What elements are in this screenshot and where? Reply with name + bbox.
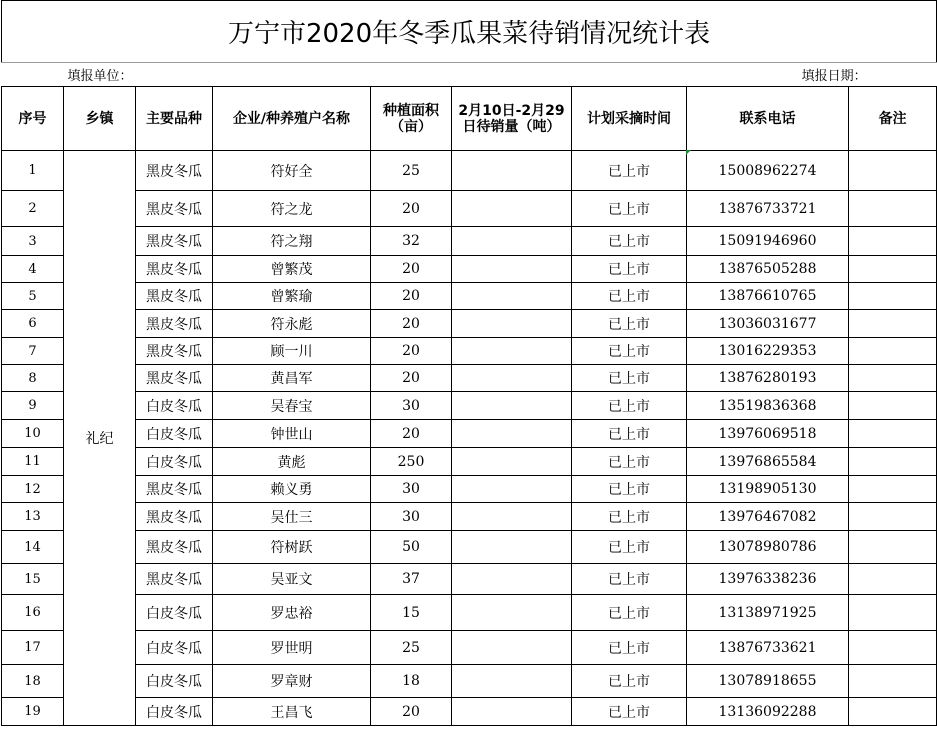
cell-harvest[interactable]: 已上市 <box>572 310 687 338</box>
cell-harvest[interactable]: 已上市 <box>572 256 687 283</box>
cell-seq[interactable]: 10 <box>2 420 64 448</box>
cell-variety[interactable]: 白皮冬瓜 <box>136 698 213 726</box>
cell-town[interactable]: 礼纪 <box>64 151 136 726</box>
cell-phone[interactable]: 13198905130 <box>687 476 849 503</box>
cell-variety[interactable]: 白皮冬瓜 <box>136 631 213 665</box>
cell-harvest[interactable]: 已上市 <box>572 227 687 256</box>
cell-variety[interactable]: 白皮冬瓜 <box>136 665 213 698</box>
table-row <box>2 503 937 531</box>
table-row <box>2 283 937 310</box>
cell-grower[interactable]: 吴仕三 <box>213 503 371 531</box>
cell-seq[interactable]: 7 <box>2 338 64 365</box>
header-phone[interactable]: 联系电话 <box>687 87 849 151</box>
cell-area[interactable]: 20 <box>371 365 452 392</box>
cell-pending[interactable] <box>452 392 572 420</box>
cell-grower[interactable]: 吴春宝 <box>213 392 371 420</box>
header-area[interactable]: 种植面积（亩） <box>371 87 452 151</box>
reporting-date-label[interactable]: 填报日期： <box>452 63 937 87</box>
cell-grower[interactable]: 顾一川 <box>213 338 371 365</box>
cell-phone[interactable]: 13078980786 <box>687 531 849 564</box>
cell-phone[interactable]: 13078918655 <box>687 665 849 698</box>
cell-harvest[interactable]: 已上市 <box>572 698 687 726</box>
table-row <box>2 227 937 256</box>
cell-phone[interactable]: 13876733721 <box>687 191 849 227</box>
cell-area[interactable]: 32 <box>371 227 452 256</box>
cell-harvest[interactable]: 已上市 <box>572 631 687 665</box>
cell-harvest[interactable]: 已上市 <box>572 448 687 476</box>
cell-phone[interactable]: 13976467082 <box>687 503 849 531</box>
cell-harvest[interactable]: 已上市 <box>572 392 687 420</box>
cell-grower[interactable]: 符之龙 <box>213 191 371 227</box>
cell-phone[interactable]: 13976338236 <box>687 564 849 595</box>
cell-grower[interactable]: 吴亚文 <box>213 564 371 595</box>
cell-remark[interactable] <box>849 631 937 665</box>
table-row <box>2 595 937 631</box>
cell-remark[interactable] <box>849 283 937 310</box>
cell-seq[interactable]: 18 <box>2 665 64 698</box>
cell-remark[interactable] <box>849 151 937 191</box>
cell-remark[interactable] <box>849 595 937 631</box>
cell-grower[interactable]: 罗忠裕 <box>213 595 371 631</box>
cell-seq[interactable]: 17 <box>2 631 64 665</box>
table-row <box>2 392 937 420</box>
cell-remark[interactable] <box>849 338 937 365</box>
cell-area[interactable]: 20 <box>371 191 452 227</box>
cell-variety[interactable]: 黑皮冬瓜 <box>136 283 213 310</box>
cell-pending[interactable] <box>452 365 572 392</box>
cell-area[interactable]: 20 <box>371 256 452 283</box>
cell-pending[interactable] <box>452 338 572 365</box>
cell-area[interactable]: 30 <box>371 392 452 420</box>
table-row <box>2 698 937 726</box>
cell-seq[interactable]: 9 <box>2 392 64 420</box>
cell-seq[interactable]: 14 <box>2 531 64 564</box>
cell-phone[interactable]: 13976069518 <box>687 420 849 448</box>
cell-pending[interactable] <box>452 476 572 503</box>
cell-area[interactable]: 20 <box>371 283 452 310</box>
cell-area[interactable]: 25 <box>371 631 452 665</box>
cell-phone[interactable]: 13976865584 <box>687 448 849 476</box>
cell-remark[interactable] <box>849 256 937 283</box>
cell-comment-marker <box>686 150 691 155</box>
cell-phone[interactable]: 13138971925 <box>687 595 849 631</box>
table-row <box>2 665 937 698</box>
cell-seq[interactable]: 13 <box>2 503 64 531</box>
table-row <box>2 631 937 665</box>
table-row <box>2 564 937 595</box>
cell-remark[interactable] <box>849 420 937 448</box>
cell-grower[interactable]: 符之翔 <box>213 227 371 256</box>
cell-harvest[interactable]: 已上市 <box>572 420 687 448</box>
table-row <box>2 531 937 564</box>
cell-pending[interactable] <box>452 151 572 191</box>
cell-seq[interactable]: 1 <box>2 151 64 191</box>
cell-area[interactable]: 20 <box>371 310 452 338</box>
cell-harvest[interactable]: 已上市 <box>572 595 687 631</box>
cell-remark[interactable] <box>849 698 937 726</box>
cell-variety[interactable]: 黑皮冬瓜 <box>136 338 213 365</box>
cell-remark[interactable] <box>849 448 937 476</box>
cell-remark[interactable] <box>849 191 937 227</box>
table-row <box>2 420 937 448</box>
cell-seq[interactable]: 16 <box>2 595 64 631</box>
cell-phone[interactable]: 13036031677 <box>687 310 849 338</box>
cell-phone[interactable]: 13876733621 <box>687 631 849 665</box>
cell-seq[interactable]: 8 <box>2 365 64 392</box>
cell-variety[interactable]: 黑皮冬瓜 <box>136 151 213 191</box>
cell-pending[interactable] <box>452 283 572 310</box>
header-grower[interactable]: 企业/种养殖户名称 <box>213 87 371 151</box>
cell-variety[interactable]: 白皮冬瓜 <box>136 392 213 420</box>
cell-seq[interactable]: 2 <box>2 191 64 227</box>
cell-seq[interactable]: 19 <box>2 698 64 726</box>
cell-harvest[interactable]: 已上市 <box>572 338 687 365</box>
cell-area[interactable]: 250 <box>371 448 452 476</box>
table-row <box>2 476 937 503</box>
cell-area[interactable]: 20 <box>371 338 452 365</box>
header-town[interactable]: 乡镇 <box>64 87 136 151</box>
cell-pending[interactable] <box>452 698 572 726</box>
cell-grower[interactable]: 符永彪 <box>213 310 371 338</box>
statistics-table <box>1 0 937 726</box>
cell-area[interactable]: 30 <box>371 476 452 503</box>
sheet-title[interactable]: 万宁市2020年冬季瓜果菜待销情况统计表 <box>2 1 937 63</box>
cell-pending[interactable] <box>452 227 572 256</box>
cell-area[interactable]: 20 <box>371 420 452 448</box>
cell-harvest[interactable]: 已上市 <box>572 531 687 564</box>
cell-remark[interactable] <box>849 564 937 595</box>
cell-remark[interactable] <box>849 227 937 256</box>
cell-seq[interactable]: 11 <box>2 448 64 476</box>
cell-phone[interactable]: 13016229353 <box>687 338 849 365</box>
cell-pending[interactable] <box>452 564 572 595</box>
cell-phone[interactable]: 15091946960 <box>687 227 849 256</box>
cell-area[interactable]: 37 <box>371 564 452 595</box>
cell-remark[interactable] <box>849 665 937 698</box>
cell-grower[interactable]: 黄彪 <box>213 448 371 476</box>
cell-area[interactable]: 30 <box>371 503 452 531</box>
cell-phone[interactable]: 13136092288 <box>687 698 849 726</box>
table-row <box>2 256 937 283</box>
cell-area[interactable]: 50 <box>371 531 452 564</box>
cell-remark[interactable] <box>849 531 937 564</box>
cell-variety[interactable]: 黑皮冬瓜 <box>136 310 213 338</box>
header-remark[interactable]: 备注 <box>849 87 937 151</box>
cell-variety[interactable]: 黑皮冬瓜 <box>136 365 213 392</box>
cell-seq[interactable]: 12 <box>2 476 64 503</box>
cell-variety[interactable]: 黑皮冬瓜 <box>136 191 213 227</box>
cell-seq[interactable]: 3 <box>2 227 64 256</box>
cell-harvest[interactable]: 已上市 <box>572 665 687 698</box>
cell-remark[interactable] <box>849 476 937 503</box>
table-row <box>2 338 937 365</box>
cell-variety[interactable]: 白皮冬瓜 <box>136 420 213 448</box>
table-row <box>2 310 937 338</box>
cell-seq[interactable]: 15 <box>2 564 64 595</box>
cell-variety[interactable]: 黑皮冬瓜 <box>136 503 213 531</box>
table-row <box>2 448 937 476</box>
cell-area[interactable]: 20 <box>371 698 452 726</box>
cell-area[interactable]: 18 <box>371 665 452 698</box>
cell-grower[interactable]: 符树跃 <box>213 531 371 564</box>
cell-harvest[interactable]: 已上市 <box>572 476 687 503</box>
cell-remark[interactable] <box>849 503 937 531</box>
cell-seq[interactable]: 4 <box>2 256 64 283</box>
header-harvest[interactable]: 计划采摘时间 <box>572 87 687 151</box>
cell-variety[interactable]: 黑皮冬瓜 <box>136 564 213 595</box>
cell-pending[interactable] <box>452 595 572 631</box>
cell-area[interactable]: 15 <box>371 595 452 631</box>
cell-variety[interactable]: 白皮冬瓜 <box>136 448 213 476</box>
cell-harvest[interactable]: 已上市 <box>572 151 687 191</box>
cell-phone[interactable]: 13519836368 <box>687 392 849 420</box>
cell-seq[interactable]: 5 <box>2 283 64 310</box>
cell-pending[interactable] <box>452 665 572 698</box>
cell-pending[interactable] <box>452 310 572 338</box>
cell-pending[interactable] <box>452 420 572 448</box>
cell-pending[interactable] <box>452 256 572 283</box>
header-pending[interactable]: 2月10日-2月29日待销量（吨） <box>452 87 572 151</box>
cell-harvest[interactable]: 已上市 <box>572 503 687 531</box>
cell-harvest[interactable]: 已上市 <box>572 365 687 392</box>
cell-grower[interactable]: 罗章财 <box>213 665 371 698</box>
reporting-unit-label[interactable]: 填报单位： <box>2 63 452 87</box>
table-row <box>2 151 937 191</box>
cell-remark[interactable] <box>849 392 937 420</box>
cell-variety[interactable]: 白皮冬瓜 <box>136 595 213 631</box>
table-row <box>2 191 937 227</box>
cell-harvest[interactable]: 已上市 <box>572 564 687 595</box>
cell-phone[interactable]: 13876505288 <box>687 256 849 283</box>
cell-variety[interactable]: 黑皮冬瓜 <box>136 227 213 256</box>
cell-grower[interactable]: 曾繁茂 <box>213 256 371 283</box>
cell-harvest[interactable]: 已上市 <box>572 191 687 227</box>
cell-pending[interactable] <box>452 531 572 564</box>
cell-seq[interactable]: 6 <box>2 310 64 338</box>
cell-variety[interactable]: 黑皮冬瓜 <box>136 476 213 503</box>
cell-phone[interactable]: 15008962274 <box>687 151 849 191</box>
header-variety[interactable]: 主要品种 <box>136 87 213 151</box>
cell-grower[interactable]: 黄昌军 <box>213 365 371 392</box>
cell-pending[interactable] <box>452 503 572 531</box>
cell-pending[interactable] <box>452 191 572 227</box>
cell-variety[interactable]: 黑皮冬瓜 <box>136 256 213 283</box>
cell-remark[interactable] <box>849 310 937 338</box>
cell-harvest[interactable]: 已上市 <box>572 283 687 310</box>
cell-pending[interactable] <box>452 631 572 665</box>
cell-variety[interactable]: 黑皮冬瓜 <box>136 531 213 564</box>
cell-remark[interactable] <box>849 365 937 392</box>
cell-grower[interactable]: 赖义勇 <box>213 476 371 503</box>
cell-grower[interactable]: 曾繁瑜 <box>213 283 371 310</box>
cell-grower[interactable]: 罗世明 <box>213 631 371 665</box>
table-row <box>2 365 937 392</box>
cell-pending[interactable] <box>452 448 572 476</box>
cell-grower[interactable]: 钟世山 <box>213 420 371 448</box>
header-seq[interactable]: 序号 <box>2 87 64 151</box>
cell-phone[interactable]: 13876280193 <box>687 365 849 392</box>
cell-grower[interactable]: 王昌飞 <box>213 698 371 726</box>
cell-phone[interactable]: 13876610765 <box>687 283 849 310</box>
cell-grower[interactable]: 符好全 <box>213 151 371 191</box>
cell-area[interactable]: 25 <box>371 151 452 191</box>
